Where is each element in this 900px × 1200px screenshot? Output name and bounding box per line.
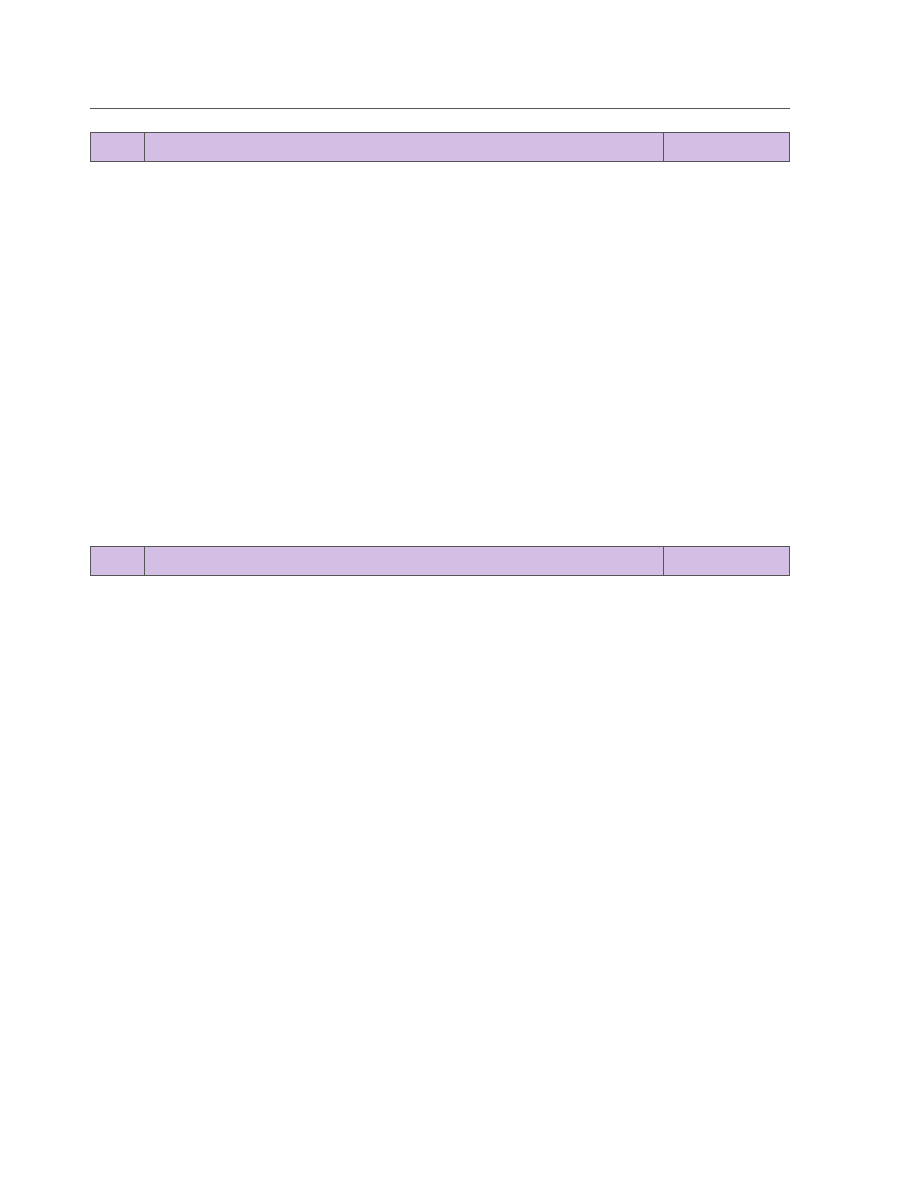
checklist-table-1 — [90, 132, 790, 162]
table-header-row — [91, 133, 790, 162]
header-action — [145, 547, 664, 576]
header-mark — [664, 547, 790, 576]
header-num — [91, 133, 145, 162]
header-action — [145, 133, 664, 162]
section-heading — [90, 480, 800, 512]
table-header-row — [91, 547, 790, 576]
header-mark — [664, 133, 790, 162]
header-num — [91, 547, 145, 576]
checklist-table-2 — [90, 546, 790, 576]
page-header — [90, 78, 790, 109]
